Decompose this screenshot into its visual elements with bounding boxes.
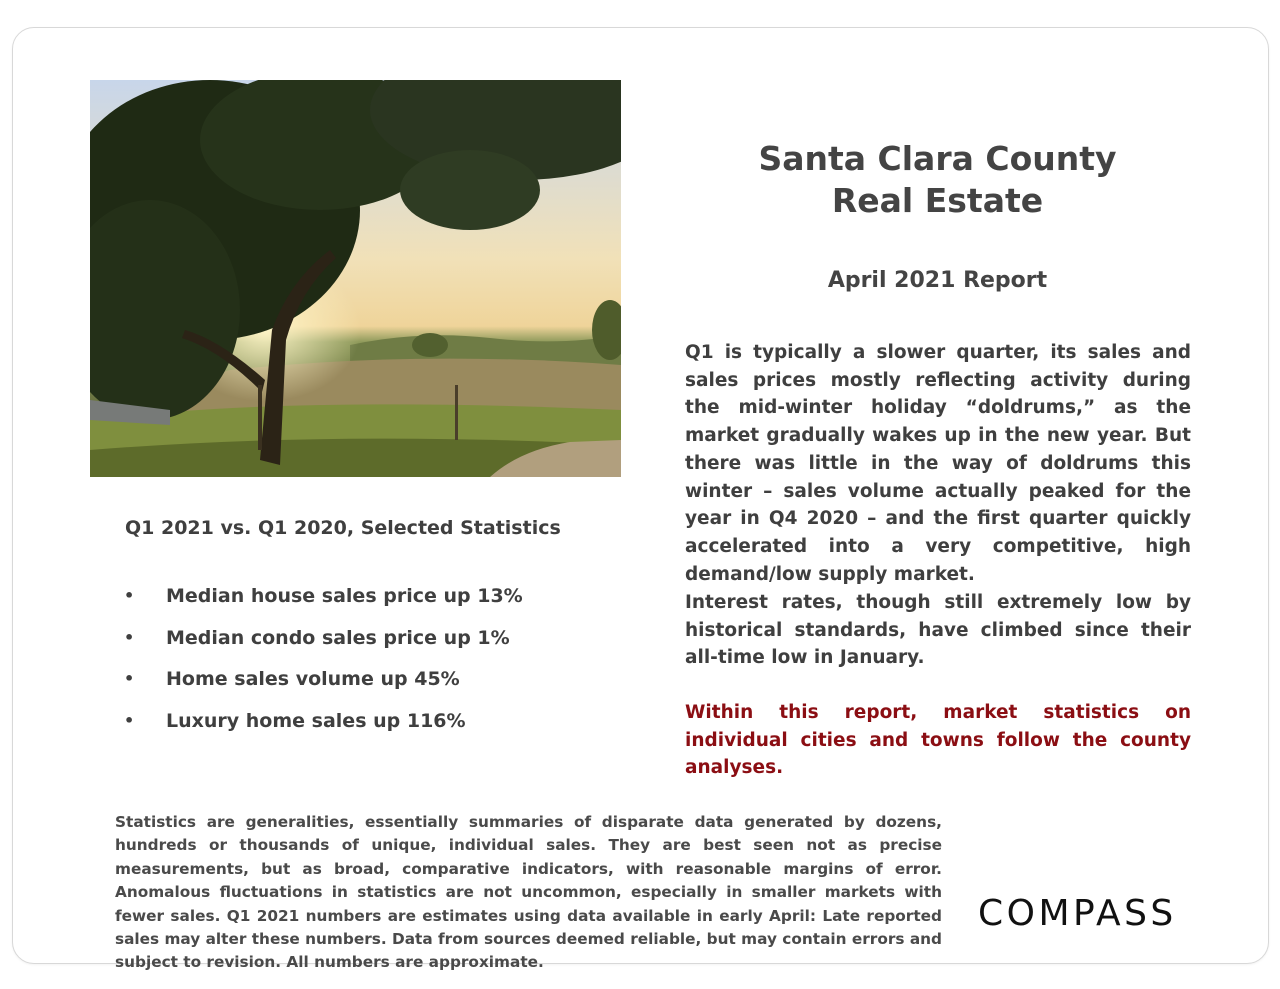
stats-heading: Q1 2021 vs. Q1 2020, Selected Statistics [125,517,561,539]
title-line-2: Real Estate [831,181,1044,220]
intro-paragraph: Q1 is typically a slower quarter, its sales and sales prices mostly reflecting activity during the mid-winter holiday “doldrums,” as the market gradually wakes up in the new year. But there was little in the way of doldrums this winter – sales volume actually peaked for the year in Q4 2020 – and the first quarter quickly accelerated into a very competitive, high demand/low supply market. [685,342,1191,585]
interest-rates-paragraph: Interest rates, though still extremely low by historical standards, have climbed since their all-time low in January. [685,592,1191,669]
stats-list-item [118,622,523,664]
stats-item-text: Median condo sales price up 1% [166,626,510,649]
bullet-icon: • [124,627,135,647]
stats-list-item [118,705,523,747]
bullet-icon: • [124,711,135,731]
stats-list [118,580,523,747]
compass-logo: COMPASS [978,893,1177,934]
landscape-sunset-photo [90,80,621,477]
report-subtitle: April 2021 Report [827,268,1048,293]
stats-list-item [118,580,523,622]
stats-item-text: Luxury home sales up 116% [166,710,466,733]
stats-item-text: Home sales volume up 45% [166,668,460,691]
bullet-icon: • [124,669,135,689]
report-title [690,138,1185,222]
title-line-1: Santa Clara County [758,139,1117,178]
stats-list-item [118,663,523,705]
disclaimer-footnote: Statistics are generalities, essentially summaries of disparate data generated by dozens, hundreds or thousands of unique, individual sales. They are best seen not as precise measurements, but as broad, comparative indicators, with reasonable margins of error. Anomalous fluctuations in statistics are not uncommon, especially in smaller markets with fewer sales. Q1 2021 numbers are estimates using data available in early April: Late reported sales may alter these numbers. Data from sources deemed reliable, but may contain errors and subject to revision. All numbers are approximate. [115,813,942,972]
cities-note-paragraph: Within this report, market statistics on individual cities and towns follow the county analyses. [685,702,1191,779]
bullet-icon: • [124,586,135,605]
stats-item-text: Median house sales price up 13% [166,585,523,607]
